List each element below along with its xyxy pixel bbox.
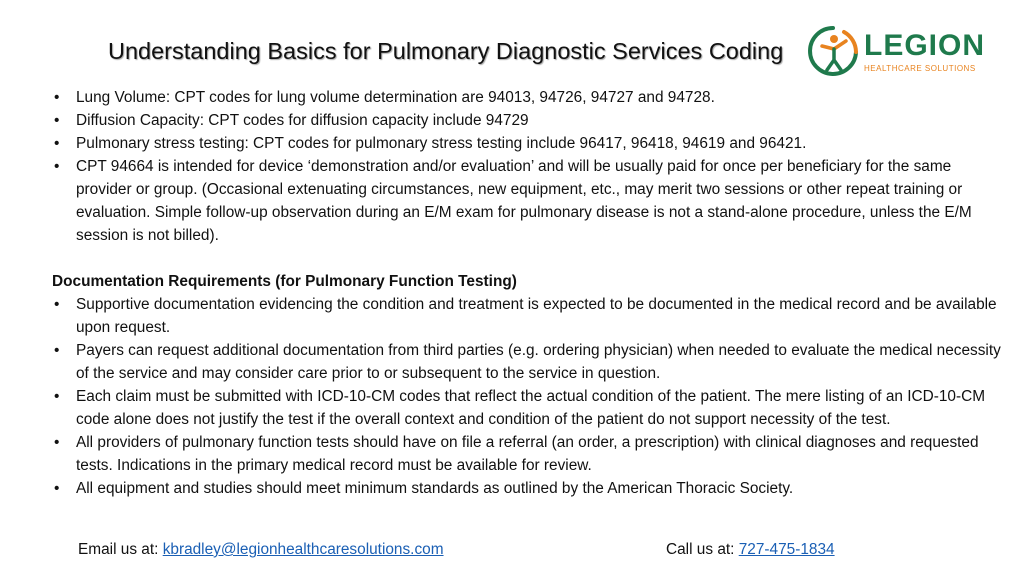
person-figure-logo-icon — [804, 22, 862, 82]
bullet-item: • Diffusion Capacity: CPT codes for diffusion capacity include 94729 — [52, 109, 1002, 132]
bullet-item: • Payers can request additional documentation from third parties (e.g. ordering physician) when needed to evaluate the medical necessity of the service and may consider care prior to or subsequent to the service in question. — [52, 339, 1002, 385]
phone-link[interactable]: 727-475-1834 — [738, 541, 835, 558]
bullet-item: • Each claim must be submitted with ICD-10-CM codes that reflect the actual condition of the patient. The mere listing of an ICD-10-CM code alone does not justify the test if the overall context and condition of the patient do not support necessity of the test. — [52, 385, 1002, 431]
logo-wordmark: LEGION — [864, 29, 986, 62]
logo-subtitle: HEALTHCARE SOLUTIONS — [864, 64, 976, 73]
bullet-item: • Pulmonary stress testing: CPT codes for pulmonary stress testing include 96417, 96418, 94619 and 96421. — [52, 132, 1002, 155]
bullet-item: • All providers of pulmonary function tests should have on file a referral (an order, a prescription) with clinical diagnoses and requested tests. Indications in the primary medical record must be available for review. — [52, 431, 1002, 477]
bullet-item: • All equipment and studies should meet minimum standards as outlined by the American Thoracic Society. — [52, 477, 1002, 500]
contact-footer — [0, 538, 1024, 562]
email-contact — [78, 538, 444, 562]
phone-label: Call us at: — [666, 541, 735, 558]
bullet-item: • CPT 94664 is intended for device ‘demonstration and/or evaluation’ and will be usually paid for once per beneficiary for the same provider or group. (Occasional extenuating circumstances, new equipment, etc., may merit two sessions or other repeat training or evaluation. Simple follow-up observation during an E/M exam for pulmonary disease is not a stand-alone procedure, unless the E/M session is not billed). — [52, 155, 1002, 247]
email-link[interactable]: kbradley@legionhealthcaresolutions.com — [162, 541, 444, 558]
bullet-item: • Supportive documentation evidencing the condition and treatment is expected to be documented in the medical record and be available upon request. — [52, 293, 1002, 339]
slide-content — [52, 86, 1002, 500]
bullet-item: • Lung Volume: CPT codes for lung volume determination are 94013, 94726, 94727 and 94728. — [52, 86, 1002, 109]
page-title: Understanding Basics for Pulmonary Diagnostic Services Coding — [108, 38, 784, 64]
cpt-bullet-list — [52, 86, 1002, 247]
documentation-bullet-list — [52, 293, 1002, 500]
company-logo — [804, 20, 988, 84]
phone-contact — [666, 538, 835, 562]
documentation-heading: Documentation Requirements (for Pulmonary Function Testing) — [52, 273, 517, 290]
email-label: Email us at: — [78, 541, 159, 558]
